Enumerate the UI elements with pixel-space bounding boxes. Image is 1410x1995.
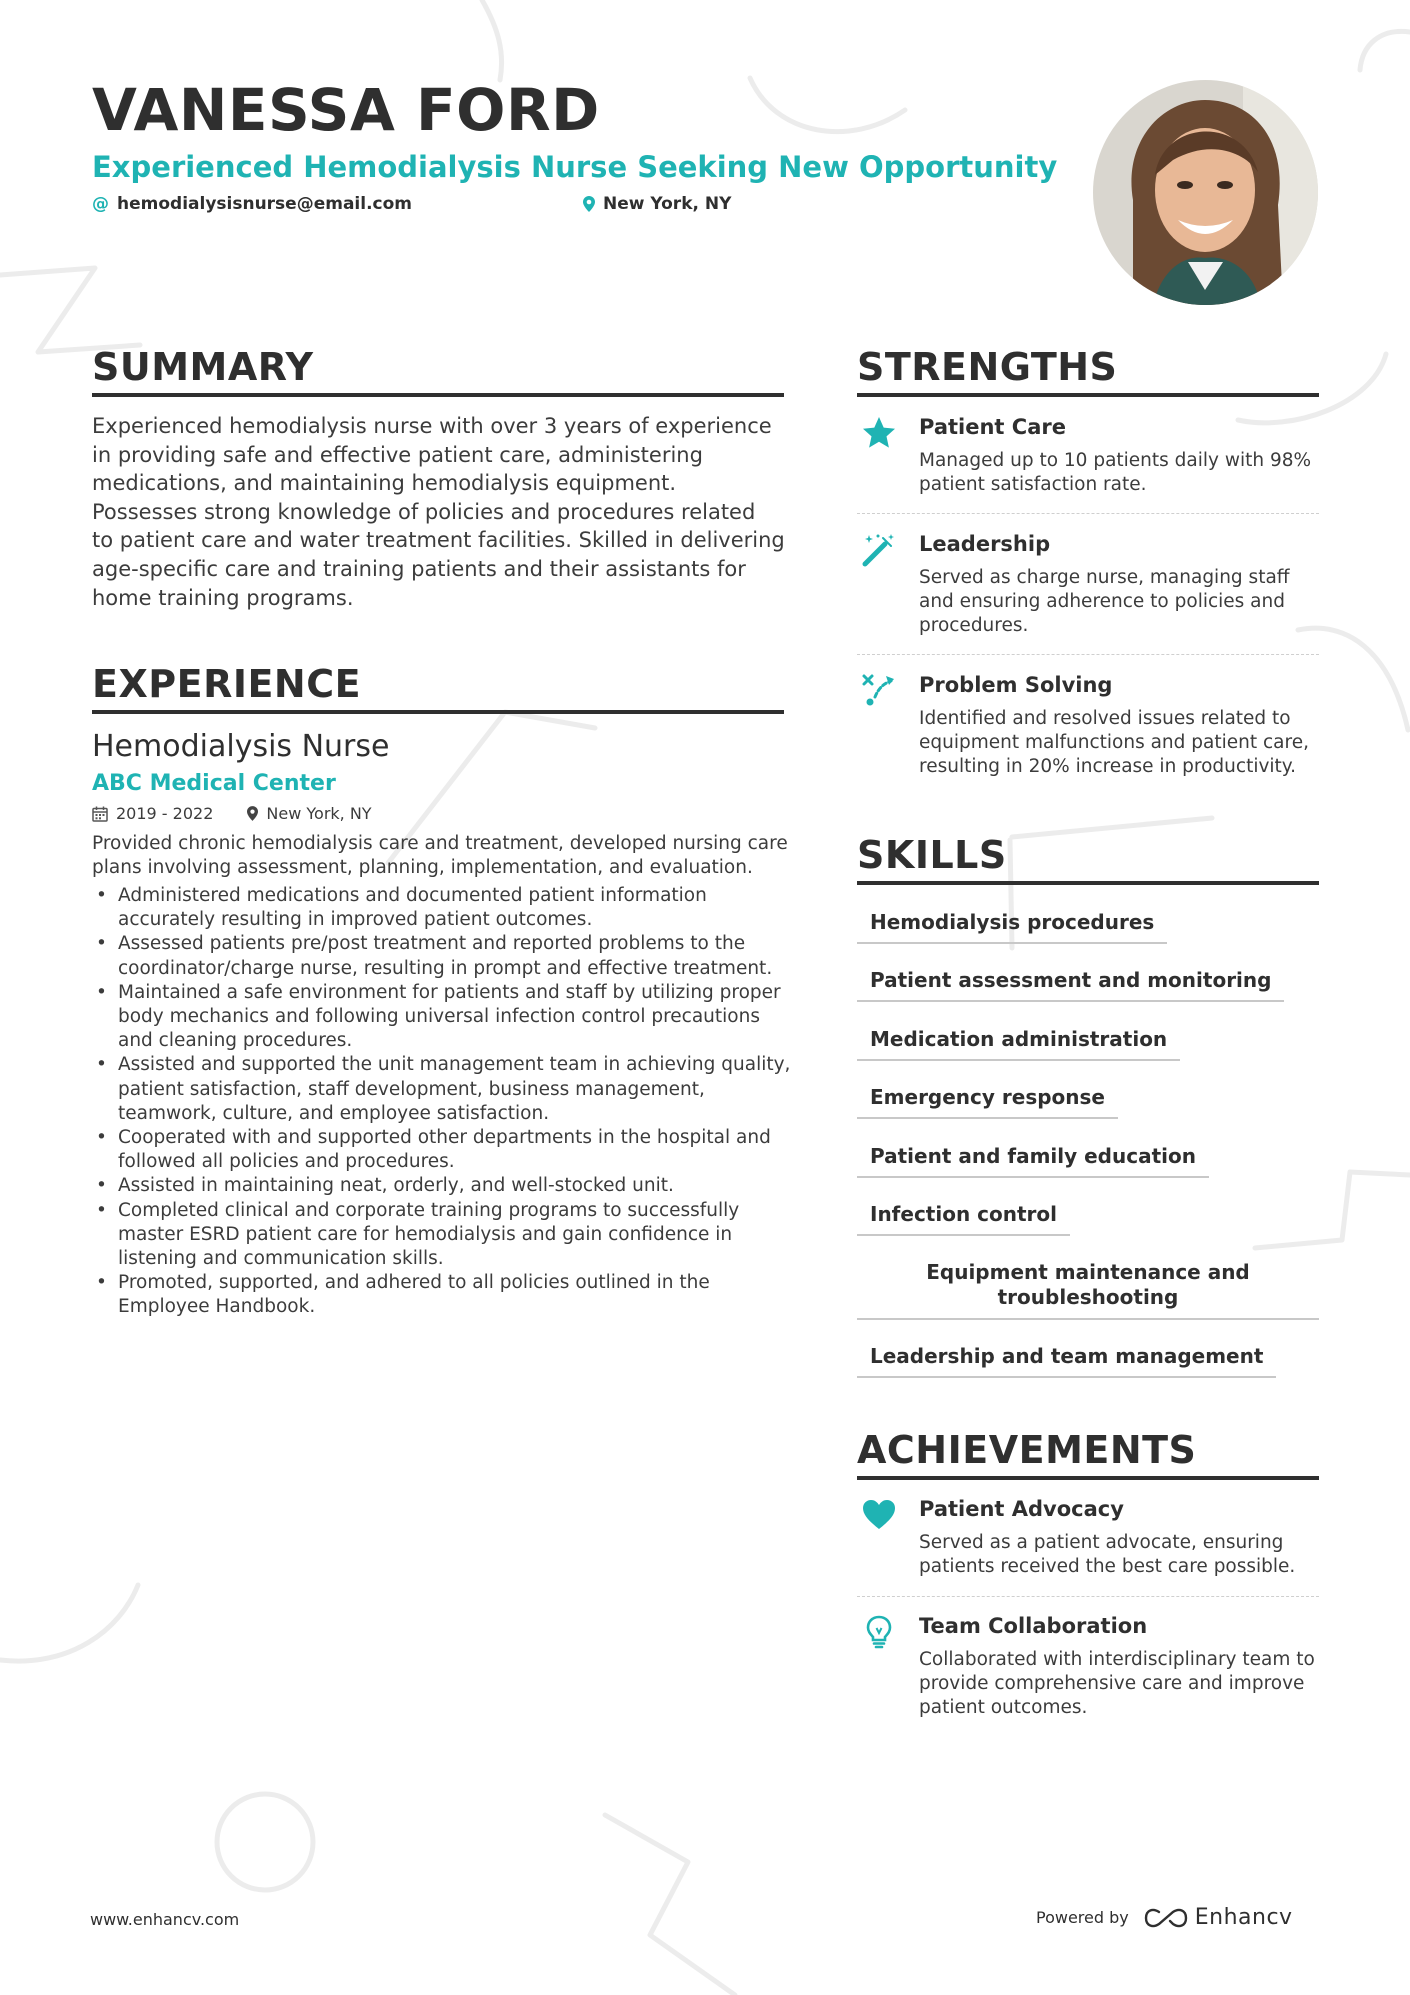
skill-tag: Infection control [857, 1202, 1070, 1236]
strength-description: Identified and resolved issues related to equipment malfunctions and patient care, resulting in 20% increase in productivity. [919, 708, 1309, 778]
achievements-section-title: ACHIEVEMENTS [857, 1428, 1319, 1480]
job-company: ABC Medical Center [92, 771, 336, 796]
skill-tag: Medication administration [857, 1027, 1180, 1061]
strengths-section-title: STRENGTHS [857, 345, 1319, 397]
skill-tag: Hemodialysis procedures [857, 910, 1167, 944]
skill-tag: Equipment maintenance and troubleshooting [857, 1260, 1319, 1320]
summary-line: medications, and maintaining hemodialysis equipment. [92, 471, 677, 496]
job-bullets [92, 884, 792, 1320]
job-bullet: • Cooperated with and supported other departments in the hospital and followed all policies and procedures. [92, 1126, 792, 1174]
achievement-title: Patient Advocacy [919, 1497, 1124, 1521]
achievement-title: Team Collaboration [919, 1614, 1148, 1638]
achievement-description: Served as a patient advocate, ensuring patients received the best care possible. [919, 1532, 1296, 1578]
job-dates: 2019 - 2022 [116, 804, 214, 823]
calendar-icon [92, 806, 108, 822]
strength-item [857, 415, 1319, 495]
lightbulb-icon [861, 1614, 897, 1650]
contact-location [583, 194, 731, 214]
experience-section-title: EXPERIENCE [92, 662, 784, 714]
brand-name: Enhancv [1194, 1905, 1293, 1930]
job-description-line: plans involving assessment, planning, implementation, and evaluation. [92, 857, 753, 879]
candidate-headline: Experienced Hemodialysis Nurse Seeking New Opportunity [92, 150, 1058, 184]
summary-line: Possesses strong knowledge of policies and procedures related [92, 499, 756, 524]
summary-line: Experienced hemodialysis nurse with over 3 years of experience [92, 414, 772, 438]
job-bullet: • Administered medications and documented patient information accurately resulting in improved patient outcomes. [92, 884, 792, 932]
summary-line: home training programs. [92, 585, 354, 610]
divider [857, 654, 1319, 655]
job-bullet: • Maintained a safe environment for patients and staff by utilizing proper body mechanics and following universal infection control precautions and cleaning procedures. [92, 981, 792, 1054]
divider [857, 1596, 1319, 1597]
job-bullet: • Assisted in maintaining neat, orderly, and well-stocked unit. [92, 1174, 792, 1198]
summary-line: to patient care and water treatment facilities. Skilled in delivering [92, 528, 785, 553]
location-text: New York, NY [603, 194, 732, 214]
brand-logo [1143, 1905, 1293, 1930]
job-bullet: • Assessed patients pre/post treatment and reported problems to the coordinator/charge nurse, resulting in prompt and effective treatment. [92, 932, 792, 980]
achievement-item [857, 1497, 1319, 1582]
candidate-name: VANESSA FORD [92, 76, 600, 144]
skill-tag: Leadership and team management [857, 1344, 1276, 1378]
email-text: hemodialysisnurse@email.com [117, 194, 413, 214]
powered-by-label: Powered by [1036, 1908, 1129, 1927]
location-pin-icon [247, 806, 258, 821]
job-description [92, 832, 792, 880]
contact-email[interactable] [92, 194, 412, 214]
skills-section-title: SKILLS [857, 833, 1319, 885]
summary-text [92, 412, 792, 612]
heart-icon [861, 1497, 897, 1533]
job-bullet: • Promoted, supported, and adhered to all policies outlined in the Employee Handbook. [92, 1271, 792, 1319]
skill-tag: Patient and family education [857, 1144, 1209, 1178]
enhancv-logo-icon [1143, 1907, 1189, 1929]
skill-tag: Patient assessment and monitoring [857, 968, 1284, 1002]
strength-title: Problem Solving [919, 673, 1113, 697]
job-location: New York, NY [266, 804, 372, 823]
footer-website-link[interactable]: www.enhancv.com [90, 1910, 240, 1929]
achievement-description: Collaborated with interdisciplinary team to provide comprehensive care and improve patient outcomes. [919, 1649, 1315, 1719]
skill-tag: Emergency response [857, 1085, 1118, 1119]
strength-item [857, 532, 1319, 642]
strength-title: Leadership [919, 532, 1051, 556]
achievement-item [857, 1614, 1319, 1724]
job-meta [92, 804, 372, 823]
strength-description: Managed up to 10 patients daily with 98% patient satisfaction rate. [919, 450, 1312, 496]
job-bullet: • Completed clinical and corporate training programs to successfully master ESRD patient care for hemodialysis and gain confidence in listening and communication skills. [92, 1199, 792, 1272]
job-role: Hemodialysis Nurse [92, 729, 390, 764]
job-description-line: Provided chronic hemodialysis care and treatment, developed nursing care [92, 833, 788, 854]
summary-line: age-specific care and training patients and their assistants for [92, 556, 746, 581]
star-icon [861, 415, 897, 451]
at-icon: @ [92, 194, 109, 214]
summary-line: in providing safe and effective patient care, administering [92, 442, 703, 467]
strength-item [857, 673, 1319, 783]
strength-description: Served as charge nurse, managing staff and ensuring adherence to policies and procedures. [919, 567, 1290, 637]
strategy-icon [861, 673, 897, 709]
footer-branding[interactable] [1036, 1905, 1293, 1930]
summary-section-title: SUMMARY [92, 345, 784, 397]
magic-wand-icon [861, 532, 897, 568]
job-bullet: • Assisted and supported the unit management team in achieving quality, patient satisfaction, staff development, business management, teamwork, culture, and employee satisfaction. [92, 1053, 792, 1126]
strength-title: Patient Care [919, 415, 1066, 439]
divider [857, 513, 1319, 514]
location-pin-icon [583, 196, 595, 212]
profile-photo [1093, 80, 1318, 305]
